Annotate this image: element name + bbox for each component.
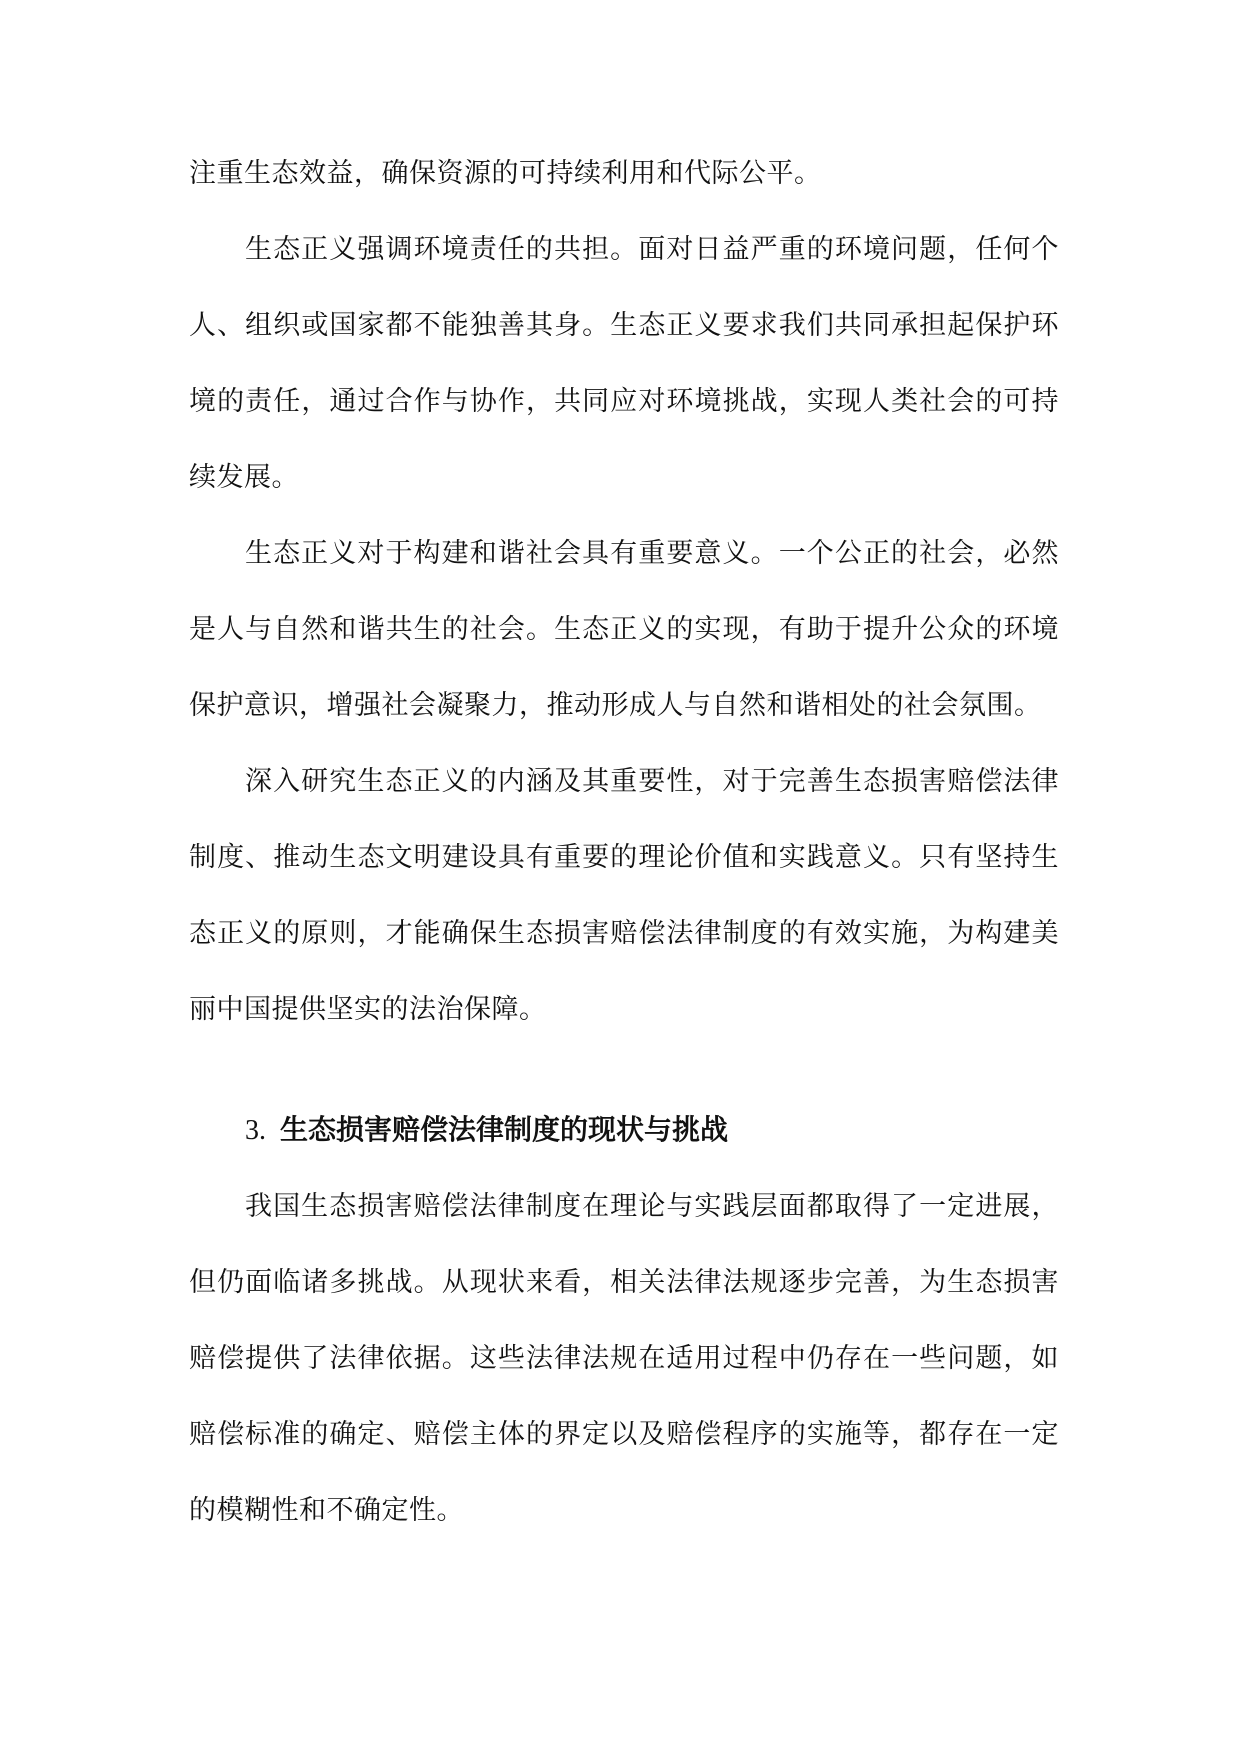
section-spacer: [189, 1048, 1059, 1092]
paragraph-shared-responsibility: 生态正义强调环境责任的共担。面对日益严重的环境问题，任何个人、组织或国家都不能独善其身。生态正义要求我们共同承担起保护环境的责任，通过合作与协作，共同应对环境挑战，实现人类社会的可持续发展。: [189, 234, 1059, 493]
section-title: 生态损害赔偿法律制度的现状与挑战: [280, 1113, 729, 1146]
section-number: 3.: [245, 1115, 266, 1146]
paragraph-harmonious-society: 生态正义对于构建和谐社会具有重要意义。一个公正的社会，必然是人与自然和谐共生的社会。生态正义的实现，有助于提升公众的环境保护意识，增强社会凝聚力，推动形成人与自然和谐相处的社会氛围。: [189, 538, 1059, 721]
continued-paragraph: 注重生态效益，确保资源的可持续利用和代际公平。: [189, 158, 822, 189]
paragraph-research-significance: 深入研究生态正义的内涵及其重要性，对于完善生态损害赔偿法律制度、推动生态文明建设具有重要的理论价值和实践意义。只有坚持生态正义的原则，才能确保生态损害赔偿法律制度的有效实施，为构建美丽中国提供坚实的法治保障。: [189, 766, 1059, 1025]
document-body: [189, 136, 1059, 1549]
section-heading: [189, 1092, 1059, 1169]
paragraph-status-challenges: 我国生态损害赔偿法律制度在理论与实践层面都取得了一定进展，但仍面临诸多挑战。从现状来看，相关法律法规逐步完善，为生态损害赔偿提供了法律依据。这些法律法规在适用过程中仍存在一些问题，如赔偿标准的确定、赔偿主体的界定以及赔偿程序的实施等，都存在一定的模糊性和不确定性。: [189, 1191, 1059, 1526]
